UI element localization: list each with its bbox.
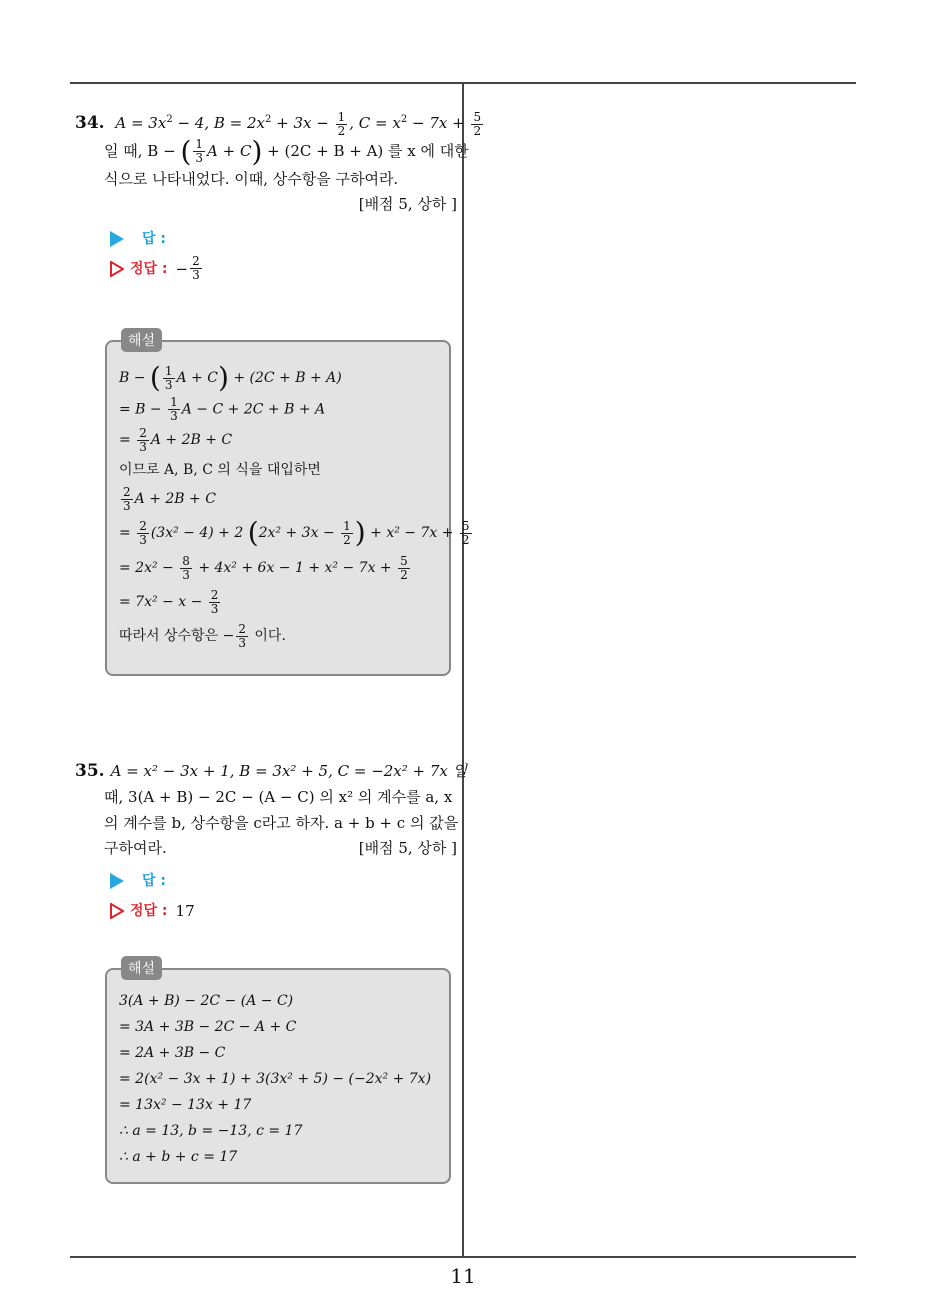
fraction: $\frac{1}{3}$ (195, 137, 204, 165)
solution-box-34 (105, 333, 470, 676)
solution-line: = 13x² − 13x + 17 (119, 1097, 252, 1113)
problem-34 (75, 109, 482, 284)
play-icon (110, 231, 124, 247)
problem-number: 35. (75, 761, 105, 781)
question-line-2: 때, 3(A + B) − 2C − (A − C) 의 x² 의 계수를 a, x (104, 788, 453, 806)
solution-line: = 2A + 3B − C (119, 1045, 226, 1061)
solution-line: $\frac{2}{3}$ A + 2B + C (123, 484, 216, 513)
correct-answer-row (75, 896, 457, 926)
solution-line: = 3A + 3B − 2C − A + C (119, 1019, 297, 1035)
solution-line: = B − $\frac{1}{3}$ A − C + 2C + B + A (119, 395, 326, 423)
outline-triangle-icon (110, 261, 124, 277)
question-line-1: 35. A = x² − 3x + 1, B = 3x² + 5, C = −2x² + 7x 일 (75, 761, 468, 781)
play-icon (110, 873, 124, 889)
solution-tag: 해설 (121, 328, 162, 352)
correct-label: 정답 : (130, 903, 168, 919)
fraction: $\frac{5}{2}$ (473, 109, 482, 138)
outline-triangle-icon (110, 903, 124, 919)
solution-box-35 (105, 961, 451, 1184)
solution-line: = $\frac{2}{3}$ (3x² − 4) + 2 (2x² + 3x − $\frac{1}{2}$ ) + x² − 7x + $\frac{5}{2}$ (119, 516, 470, 549)
problem-number: 34. (75, 113, 105, 133)
question-line-3: 의 계수를 b, 상수항을 c라고 하자. a + b + c 의 값을 (104, 814, 459, 832)
question-line-2: 일 때, B − ( $\frac{1}{3}$ A + C) + (2C + B + A) 를 x 에 대한 (104, 134, 469, 168)
answer-label: 답 : (142, 873, 166, 889)
answer-row (75, 866, 457, 896)
solution-line: = 7x² − x − $\frac{2}{3}$ (119, 587, 219, 616)
answer-label: 답 : (142, 230, 166, 247)
question-line-1: 34. $A = 3x^2 - 4$, $B = 2x^2 + 3x$ − $\frac{1}{2}$ , $C = x^2 - 7x$ + $\frac{5}{2}$ (75, 109, 482, 138)
page-number: 11 (450, 1264, 476, 1288)
solution-line: ∴ a = 13, b = −13, c = 17 (119, 1123, 303, 1139)
solution-line: = $\frac{2}{3}$ A + 2B + C (119, 425, 233, 454)
answer-row (75, 224, 457, 254)
correct-answer-value: $\frac{2}{3}$ (192, 254, 200, 282)
solution-line: = 2(x² − 3x + 1) + 3(3x² + 5) − (−2x² + 7x) (119, 1071, 432, 1087)
solution-line: 이므로 A, B, C 의 식을 대입하면 (119, 462, 321, 478)
solution-line: 따라서 상수항은 − $\frac{2}{3}$ 이다. (119, 621, 286, 650)
question-line-3: 식으로 나타내었다. 이때, 상수항을 구하여라. (104, 169, 399, 188)
solution-line: 3(A + B) − 2C − (A − C) (119, 993, 294, 1009)
solution-line: B − ( $\frac{1}{3}$ A + C) + (2C + B + A) (119, 361, 342, 394)
bottom-rule (70, 1256, 856, 1258)
fraction: $\frac{1}{2}$ (337, 109, 346, 138)
difficulty-meta: [배점 5, 상하 ] (358, 194, 457, 213)
column-divider (462, 82, 464, 1257)
correct-label: 정답 : (130, 260, 168, 277)
solution-tag: 해설 (121, 956, 162, 980)
correct-answer-value: 17 (175, 902, 195, 920)
problem-35 (75, 758, 468, 926)
difficulty-meta: [배점 5, 상하 ] (358, 839, 457, 857)
correct-answer-row: 정답 : − $\frac{2}{3}$ (75, 254, 457, 284)
question-line-4: 구하여라. [배점 5, 상하 ] (75, 836, 457, 860)
solution-line: ∴ a + b + c = 17 (119, 1149, 238, 1165)
solution-line: = 2x² − $\frac{8}{3}$ + 4x² + 6x − 1 + x² − 7x + $\frac{5}{2}$ (119, 553, 408, 582)
